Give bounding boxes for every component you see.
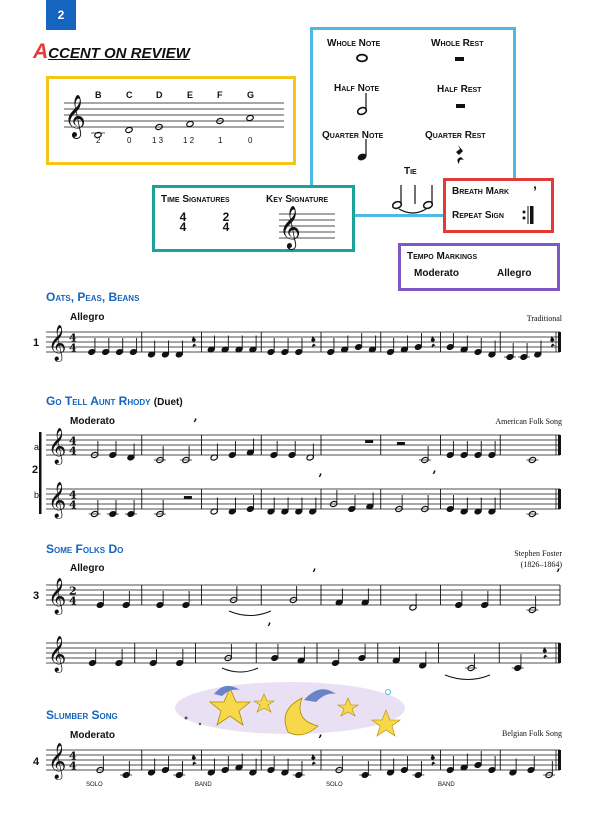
treble-clef-icon: 𝄞 [64,93,86,138]
note-name-d: D [156,90,163,100]
breath-mark-icon: ’ [267,621,272,636]
song-4-title: Slumber Song [46,708,118,722]
song-3-tempo: Allegro [70,563,105,574]
band-label: BAND [438,782,455,788]
quarter-note [474,498,482,516]
quarter-note [341,336,349,354]
quarter-note [309,498,317,516]
quarter-note [249,336,257,354]
quarter-note [534,341,542,359]
quarter-note [246,439,254,457]
quarter-note [488,341,496,359]
song-2-credit: American Folk Song [495,417,562,426]
tempo-moderato: Moderato [414,268,459,279]
half-note [210,444,218,462]
tempo-markings-label: Tempo Markings [407,251,478,262]
quarter-note [228,498,236,516]
note-name-f: F [217,90,223,100]
time-sig-top: 2 [222,210,230,224]
time-signature-numerator: 4 [69,331,77,345]
final-bar-line [558,332,561,352]
quarter-note [460,336,468,354]
solo-label: SOLO [86,782,103,788]
half-rest-icon [397,442,405,445]
key-signature-label: Key Signature [266,194,329,205]
quarter-note [281,759,289,777]
song-1-credit: Traditional [526,314,562,323]
fingering: 1 3 [152,136,164,145]
quarter-rest-label: Quarter Rest [425,130,486,141]
tempo-allegro: Allegro [497,268,532,279]
quarter-note [392,647,400,665]
whole-rest-icon [365,440,373,443]
song-2-part-a: a [34,442,40,452]
quarter-note [147,759,155,777]
time-signature-numerator: 4 [69,749,77,763]
treble-clef-icon: 𝄞 [48,325,67,361]
final-bar-line [558,489,561,509]
song-2-title-text: Go Tell Aunt Rhody [46,394,151,408]
quarter-note [460,498,468,516]
quarter-note [221,336,229,354]
fingering: 0 [248,136,253,145]
time-signature-numerator: 2 [69,584,77,598]
treble-clef-icon: 𝄞 [279,204,301,249]
half-note-label: Half Note [334,83,380,94]
page-number: 2 [46,0,76,30]
quarter-note [386,759,394,777]
duet-bracket [39,432,42,514]
final-bar-line [558,643,561,663]
fingering: 1 [218,136,223,145]
treble-clef-icon: 𝄞 [48,578,67,614]
song-4-tempo: Moderato [70,730,115,741]
time-signatures-label: Time Signatures [161,194,230,205]
quarter-note [161,341,169,359]
quarter-note [509,759,517,777]
quarter-note [235,754,243,772]
song-3-title: Some Folks Do [46,542,124,556]
time-signature-denominator: 4 [69,594,77,608]
fingering: 1 2 [183,136,195,145]
solo-label: SOLO [326,782,343,788]
time-signature-denominator: 4 [69,759,77,773]
quarter-note [207,336,215,354]
song-2-part-b: b [34,490,40,500]
quarter-note [207,759,215,777]
final-bar-line [558,750,561,770]
band-label: BAND [195,782,212,788]
treble-clef-icon: 𝄞 [48,743,67,779]
quarter-note [175,341,183,359]
tie-arc [229,611,271,616]
time-sig-top: 4 [179,210,187,224]
whole-note-label: Whole Note [327,38,381,49]
treble-clef-icon: 𝄞 [48,636,67,672]
quarter-note [368,336,376,354]
half-rest-label: Half Rest [437,84,482,95]
song-2-part-b-staff [46,489,560,509]
quarter-note [488,498,496,516]
breath-mark-icon: ’ [312,567,317,582]
half-note [210,498,218,516]
final-bar-line [558,435,561,455]
song-2-part-a-staff [46,435,560,455]
quarter-note [460,754,468,772]
song-2-tempo: Moderato [70,416,115,427]
quarter-note [127,444,135,462]
time-sig-bottom: 4 [222,220,230,234]
half-note [306,444,314,462]
half-note [409,594,417,612]
quarter-note [297,647,305,665]
song-3-credit: Stephen Foster [514,549,562,558]
breath-mark-icon: ’ [533,183,537,199]
fingering: 2 [96,136,101,145]
song-2-number: 2 [32,464,39,476]
quarter-note [361,589,369,607]
review-title-rest: CCENT ON REVIEW [48,45,190,62]
time-sig-bottom: 4 [179,220,187,234]
song-3-credit-years: (1826–1864) [520,560,562,569]
tie-label: Tie [404,166,417,177]
song-1-tempo: Allegro [70,312,105,323]
song-1-number: 1 [33,337,40,349]
quarter-note [335,589,343,607]
time-signature-denominator: 4 [69,341,77,355]
repeat-sign-label: Repeat Sign [452,210,504,221]
treble-clef-icon: 𝄞 [48,482,67,518]
whole-rest-label: Whole Rest [431,38,484,49]
time-signature-numerator: 4 [69,488,77,502]
song-1-title: Oats, Peas, Beans [46,290,140,304]
note-name-g: G [247,90,255,100]
song-3-number: 3 [33,590,40,602]
quarter-note [366,493,374,511]
tie-arc [222,668,258,672]
tie-arc [445,675,490,680]
note-name-b: B [95,90,102,100]
review-title-initial: A [33,40,49,63]
quarter-note [267,498,275,516]
breath-mark-icon: ’ [318,733,323,748]
note-name-c: C [126,90,133,100]
breath-mark-icon: ’ [432,469,437,484]
song-4-credit: Belgian Folk Song [501,729,562,738]
quarter-note [419,652,427,670]
quarter-note [281,498,289,516]
quarter-note [249,759,257,777]
quarter-note [295,498,303,516]
time-signature-denominator: 4 [69,498,77,512]
song-3-staff-1 [46,585,560,605]
quarter-note [147,341,155,359]
breath-mark-label: Breath Mark [452,186,510,197]
treble-clef-icon: 𝄞 [48,428,67,464]
quarter-note-label: Quarter Note [322,130,384,141]
song-4-number: 4 [33,756,40,768]
half-rest-icon [184,496,192,499]
breath-mark-icon: ’ [318,472,323,487]
quarter-note [400,336,408,354]
breath-mark-icon: ’ [193,417,198,432]
time-signature-numerator: 4 [69,434,77,448]
breath-mark-icon: ’ [556,567,561,582]
note-name-e: E [187,90,194,100]
song-4-staff [46,750,560,770]
time-signature-denominator: 4 [69,444,77,458]
song-2-subtitle: (Duet) [153,397,183,408]
quarter-note [235,336,243,354]
fingering: 0 [127,136,132,145]
